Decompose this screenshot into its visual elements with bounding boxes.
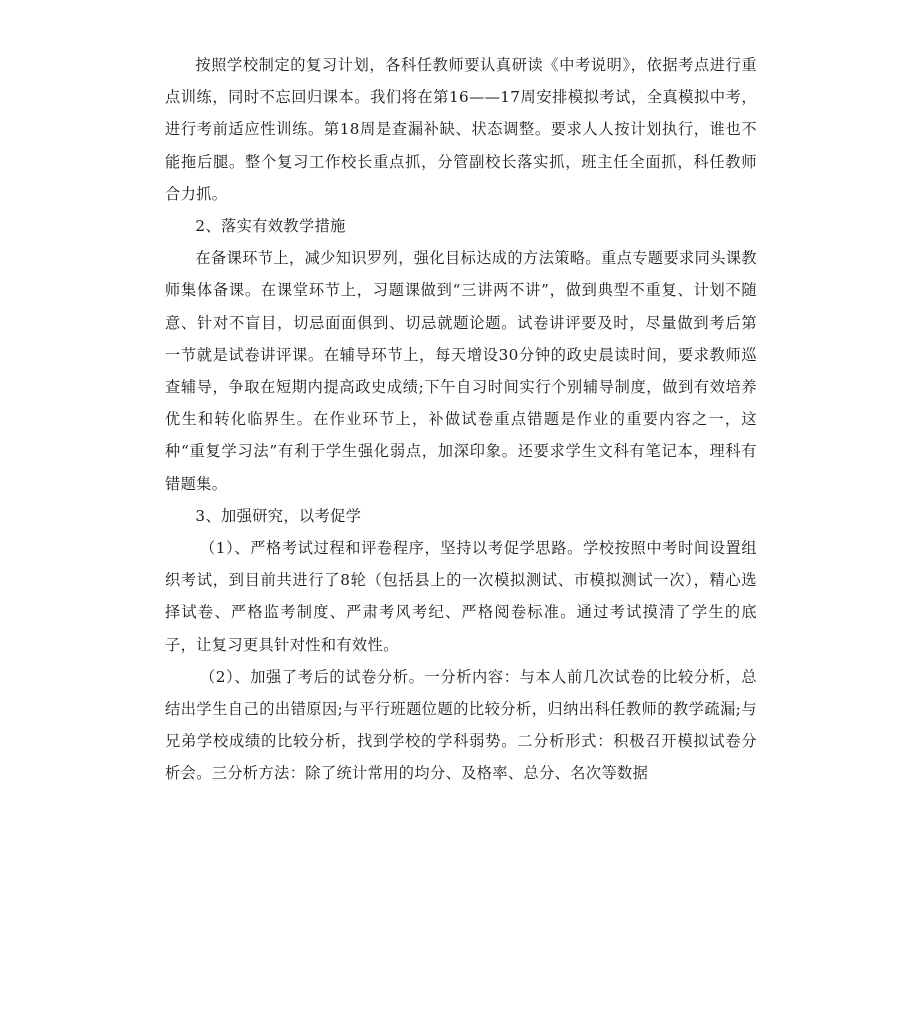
body-paragraph-review-plan: 按照学校制定的复习计划，各科任教师要认真研读《中考说明》，依据考点进行重点训练，同时不忘回归课本。我们将在第16——17周安排模拟考试，全真模拟中考，进行考前适应性训练。第18周是查漏补缺、状态调整。要求人人按计划执行，谁也不能拖后腿。整个复习工作校长重点抓，分管副校长落实抓，班主任全面抓，科任教师合力抓。 bbox=[165, 56, 757, 203]
body-paragraph-exam-analysis: （2）、加强了考后的试卷分析。一分析内容：与本人前几次试卷的比较分析，总结出学生自己的出错原因;与平行班题位题的比较分析，归纳出科任教师的教学疏漏;与兄弟学校成绩的比较分析，找到学校的学科弱势。二分析形式：积极召开模拟试卷分析会。三分析方法：除了统计常用的均分、及格率、总分、名次等数据 bbox=[165, 667, 757, 783]
body-paragraph-exam-process: （1）、严格考试过程和评卷程序，坚持以考促学思路。学校按照中考时间设置组织考试，到目前共进行了8轮（包括县上的一次模拟测试、市模拟测试一次），精心选择试卷、严格监考制度、严肃考风考纪、严格阅卷标准。通过考试摸清了学生的底子，让复习更具针对性和有效性。 bbox=[165, 539, 757, 654]
section-heading-teaching-measures: 2、落实有效教学措施 bbox=[195, 217, 346, 236]
body-paragraph-teaching-measures: 在备课环节上，减少知识罗列，强化目标达成的方法策略。重点专题要求同头课教师集体备课。在课堂环节上，习题课做到“三讲两不讲”，做到典型不重复、计划不随意、针对不盲目，切忌面面俱到、切忌就题论题。试卷讲评要及时，尽量做到考后第一节就是试卷讲评课。在辅导环节上，每天增设30分钟的政史晨读时间，要求教师巡查辅导，争取在短期内提高政史成绩;下午自习时间实行个别辅导制度，做到有效培养优生和转化临界生。在作业环节上，补做试卷重点错题是作业的重要内容之一，这种“重复学习法”有利于学生强化弱点，加深印象。还要求学生文科有笔记本，理科有错题集。 bbox=[165, 249, 757, 493]
document-page bbox=[165, 49, 757, 790]
section-heading-research: 3、加强研究，以考促学 bbox=[195, 506, 362, 525]
